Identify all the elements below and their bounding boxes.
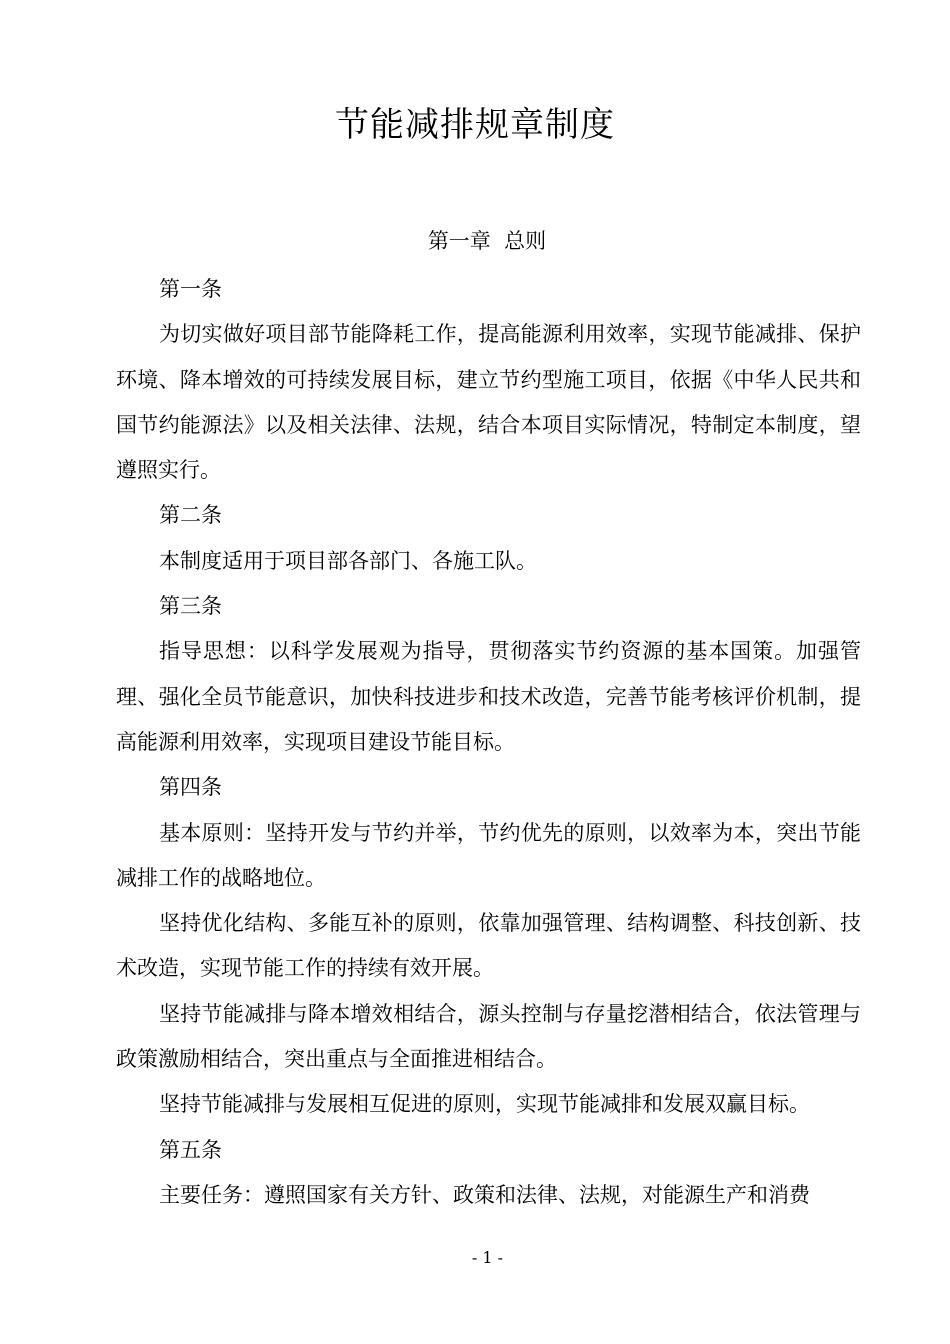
paragraph: 坚持节能减排与降本增效相结合，源头控制与存量挖潜相结合，依法管理与政策激励相结合，突出重点与全面推进相结合。 — [116, 1001, 861, 1072]
document-title: 节能减排规章制度 — [335, 105, 615, 145]
paragraph: 坚持节能减排与发展相互促进的原则，实现节能减排和发展双赢目标。 — [159, 1092, 810, 1117]
article-heading: 第四条 — [159, 775, 222, 800]
article-heading: 第一条 — [159, 277, 222, 301]
paragraph: 本制度适用于项目部各部门、各施工队。 — [159, 548, 537, 573]
article-heading: 第二条 — [159, 503, 222, 528]
paragraph: 基本原则：坚持开发与节约并举，节约优先的原则，以效率为本，突出节能减排工作的战略地位。 — [116, 820, 861, 890]
paragraph: 为切实做好项目部节能降耗工作，提高能源利用效率，实现节能减排、保护环境、降本增效的可持续发展目标，建立节约型施工项目，依据《中华人民共和国节约能源法》以及相关法律、法规，结合本项目实际情况，特制定本制度，望遵照实行。 — [116, 322, 861, 483]
page-number: - 1 - — [471, 1248, 504, 1267]
document-body — [116, 267, 861, 1218]
article-heading: 第三条 — [159, 594, 222, 619]
article-heading: 第五条 — [159, 1137, 222, 1162]
paragraph: 坚持优化结构、多能互补的原则，依靠加强管理、结构调整、科技创新、技术改造，实现节能工作的持续有效开展。 — [116, 911, 861, 981]
chapter-heading: 第一章 总则 — [427, 229, 547, 253]
paragraph: 指导思想：以科学发展观为指导，贯彻落实节约资源的基本国策。加强管理、强化全员节能意识，加快科技进步和技术改造，完善节能考核评价机制，提高能源利用效率，实现项目建设节能目标。 — [116, 639, 861, 754]
paragraph: 主要任务：遵照国家有关方针、政策和法律、法规，对能源生产和消费 — [159, 1182, 810, 1207]
